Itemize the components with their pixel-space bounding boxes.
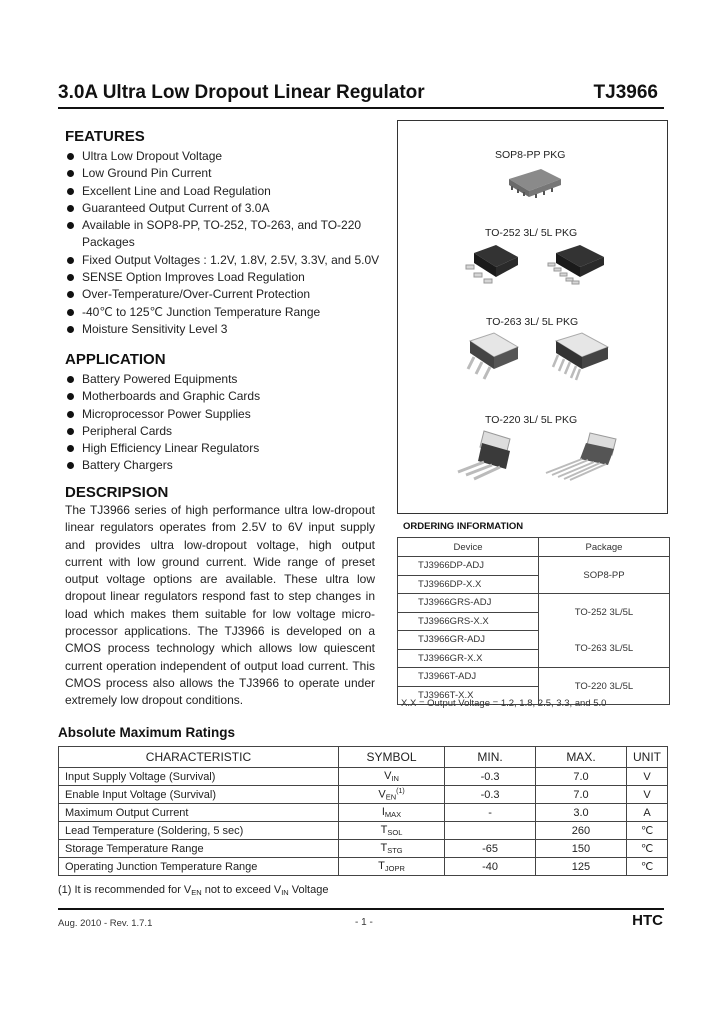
unit-cell: ℃ — [627, 858, 668, 876]
to263-label: TO-263 3L/ 5L PKG — [486, 316, 579, 328]
table-row — [59, 786, 668, 804]
max-cell: 7.0 — [535, 768, 626, 786]
min-cell: -0.3 — [445, 786, 536, 804]
abs-max-table — [58, 746, 668, 876]
symbol-cell: $V_{IN}$ — [338, 768, 444, 786]
table-row — [59, 840, 668, 858]
list-item: Moisture Sensitivity Level 3 — [66, 321, 386, 338]
footer-revision: Aug. 2010 - Rev. 1.7.1 — [58, 918, 153, 929]
table-row — [59, 822, 668, 840]
unit-cell: ℃ — [627, 822, 668, 840]
list-item: Available in SOP8-PP, TO-252, TO-263, and TO-220 Packages — [66, 217, 386, 252]
ordering-note: X.X = Output Voltage = 1.2, 1.8, 2.5, 3.3, and 5.0 — [401, 698, 607, 709]
package-illustration-box — [397, 120, 668, 514]
application-list — [66, 371, 386, 475]
min-header: MIN. — [445, 747, 536, 768]
package-cell: TO-252 3L/5L — [539, 594, 670, 631]
device-cell: TJ3966GRS-ADJ — [398, 594, 538, 613]
characteristic-cell: Storage Temperature Range — [59, 840, 339, 858]
list-item: Low Ground Pin Current — [66, 165, 386, 182]
unit-cell: A — [627, 804, 668, 822]
symbol-cell: $V_{EN}^{(1)}$ — [338, 786, 444, 804]
unit-cell: ℃ — [627, 840, 668, 858]
table-header-row — [398, 538, 670, 557]
device-cell: TJ3966GR-ADJ — [398, 631, 538, 650]
characteristic-header: CHARACTERISTIC — [59, 747, 339, 768]
characteristic-cell: Enable Input Voltage (Survival) — [59, 786, 339, 804]
page-title: 3.0A Ultra Low Dropout Linear Regulator — [58, 82, 425, 103]
device-cell: TJ3966DP-X.X — [418, 578, 482, 590]
max-header: MAX. — [535, 747, 626, 768]
footnote: (1) It is recommended for $V_{EN}$ not to exceed $V_{IN}$ Voltage — [58, 884, 329, 897]
to220-3l-package-image — [454, 429, 524, 481]
unit-cell: V — [627, 768, 668, 786]
min-cell — [445, 822, 536, 840]
max-cell: 3.0 — [535, 804, 626, 822]
table-row — [59, 858, 668, 876]
max-cell: 150 — [535, 840, 626, 858]
to220-5l-package-image — [542, 429, 622, 481]
list-item: Battery Powered Equipments — [66, 371, 386, 388]
to252-5l-package-image — [544, 243, 610, 285]
table-row — [59, 768, 668, 786]
max-cell: 125 — [535, 858, 626, 876]
list-item: Motherboards and Graphic Cards — [66, 388, 386, 405]
characteristic-cell: Input Supply Voltage (Survival) — [59, 768, 339, 786]
list-item: SENSE Option Improves Load Regulation — [66, 269, 386, 286]
min-cell: -65 — [445, 840, 536, 858]
to263-3l-package-image — [460, 331, 522, 381]
sop8-package-image — [503, 165, 565, 201]
package-header: Package — [539, 538, 670, 557]
min-cell: -0.3 — [445, 768, 536, 786]
to263-5l-package-image — [546, 331, 612, 381]
part-number: TJ3966 — [593, 82, 658, 103]
footer-company: HTC — [632, 912, 663, 929]
list-item: Microprocessor Power Supplies — [66, 406, 386, 423]
device-header: Device — [398, 538, 539, 557]
symbol-cell: $T_{STG}$ — [338, 840, 444, 858]
abs-max-heading: Absolute Maximum Ratings — [58, 725, 236, 740]
description-heading: DESCRIPSION — [65, 484, 169, 501]
list-item: Excellent Line and Load Regulation — [66, 183, 386, 200]
device-cell: TJ3966GRS-X.X — [418, 615, 489, 627]
device-cell: TJ3966GR-X.X — [418, 652, 483, 664]
list-item: -40℃ to 125℃ Junction Temperature Range — [66, 304, 386, 321]
features-heading: FEATURES — [65, 128, 145, 145]
list-item: Guaranteed Output Current of 3.0A — [66, 200, 386, 217]
min-cell: -40 — [445, 858, 536, 876]
features-list — [66, 148, 386, 338]
ordering-table — [397, 537, 670, 705]
device-cell: TJ3966T-X.X — [418, 689, 474, 701]
package-cell: TO-220 3L/5L — [539, 668, 670, 705]
symbol-header: SYMBOL — [338, 747, 444, 768]
max-cell: 7.0 — [535, 786, 626, 804]
header-rule — [58, 107, 664, 109]
list-item: Over-Temperature/Over-Current Protection — [66, 286, 386, 303]
table-row — [398, 557, 670, 594]
list-item: High Efficiency Linear Regulators — [66, 440, 386, 457]
device-cell: TJ3966DP-ADJ — [398, 557, 538, 576]
characteristic-cell: Maximum Output Current — [59, 804, 339, 822]
symbol-cell: $T_{SOL}$ — [338, 822, 444, 840]
list-item: Peripheral Cards — [66, 423, 386, 440]
list-item: Battery Chargers — [66, 457, 386, 474]
symbol-cell: $I_{MAX}$ — [338, 804, 444, 822]
ordering-title: ORDERING INFORMATION — [403, 521, 524, 532]
footer-rule — [58, 908, 664, 910]
description-text: The TJ3966 series of high performance ultra low-dropout linear regulators operates from 2.5V to 6V input supply and provides ultra low-dropout voltage, high output current with low ground current. Wide range of preset output voltage options are available. These ultra low dropout linear regulators respond fast to step changes in load which makes them suitable for low voltage micro-processor applications. The TJ3966 is developed on a CMOS process technology which allows low quiescent current operation independent of output load current. This CMOS process also allows the TJ3966 to operate under extremely low dropout conditions. — [65, 503, 375, 708]
max-cell: 260 — [535, 822, 626, 840]
table-header-row — [59, 747, 668, 768]
list-item: Ultra Low Dropout Voltage — [66, 148, 386, 165]
min-cell: - — [445, 804, 536, 822]
footer-page-number: - 1 - — [355, 917, 373, 928]
to252-3l-package-image — [462, 243, 524, 285]
table-row — [59, 804, 668, 822]
characteristic-cell: Operating Junction Temperature Range — [59, 858, 339, 876]
to220-label: TO-220 3L/ 5L PKG — [485, 414, 578, 426]
package-cell: TO-263 3L/5L — [539, 631, 670, 668]
package-cell: SOP8-PP — [539, 557, 670, 594]
list-item: Fixed Output Voltages : 1.2V, 1.8V, 2.5V, 3.3V, and 5.0V — [66, 252, 386, 269]
application-heading: APPLICATION — [65, 351, 166, 368]
unit-cell: V — [627, 786, 668, 804]
symbol-cell: $T_{JOPR}$ — [338, 858, 444, 876]
sop8-label: SOP8-PP PKG — [495, 149, 566, 161]
characteristic-cell: Lead Temperature (Soldering, 5 sec) — [59, 822, 339, 840]
to252-label: TO-252 3L/ 5L PKG — [485, 227, 578, 239]
table-row — [398, 594, 670, 631]
table-row — [398, 631, 670, 668]
unit-header: UNIT — [627, 747, 668, 768]
device-cell: TJ3966T-ADJ — [398, 668, 538, 687]
